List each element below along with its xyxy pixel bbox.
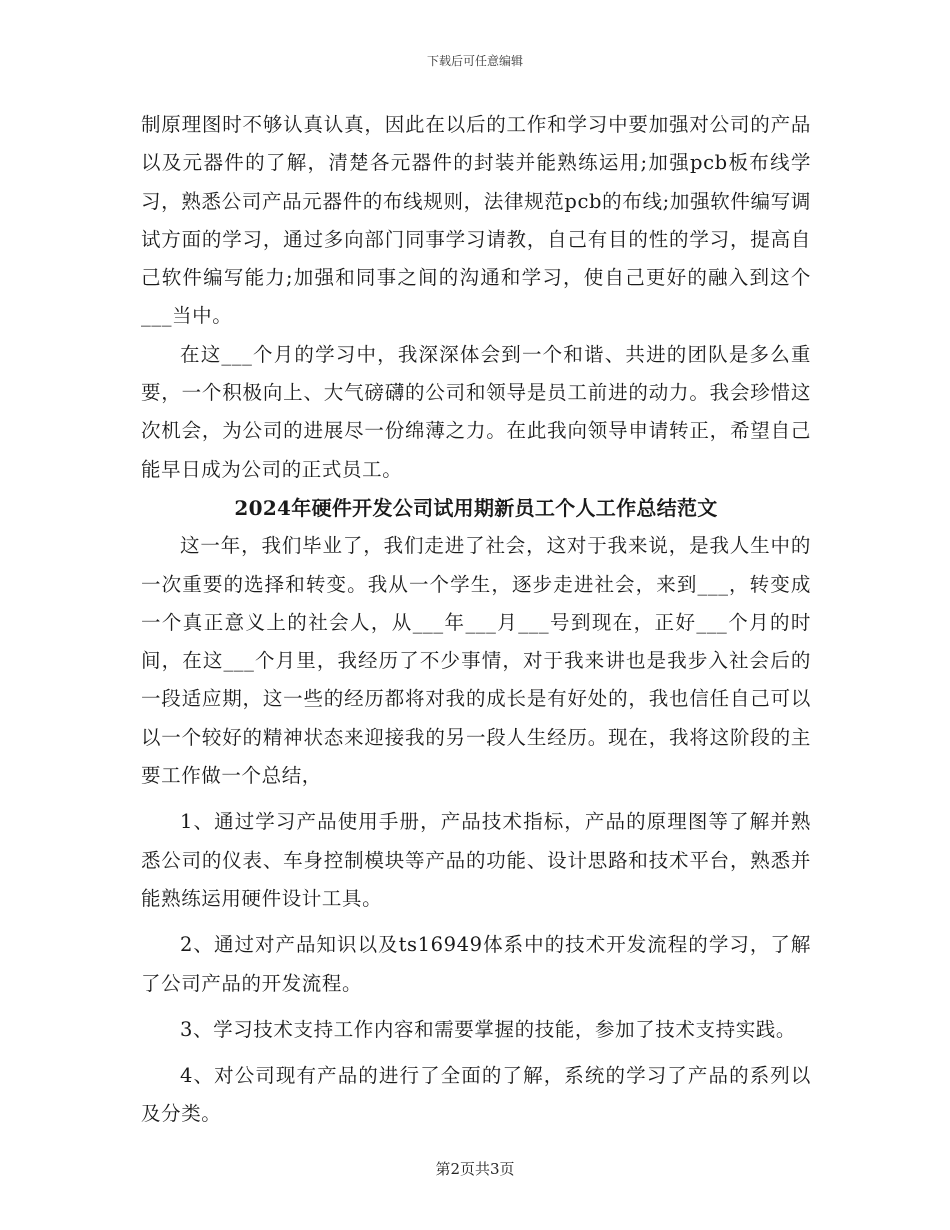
list-item-2: 2、通过对产品知识以及ts16949体系中的技术开发流程的学习，了解了公司产品的开发流程。 [141,933,811,995]
list-item-3: 3、学习技术支持工作内容和需要掌握的技能，参加了技术支持实践。 [180,1017,797,1041]
paragraph-conclusion: 在这___个月的学习中，我深深体会到一个和谐、共进的团队是多么重要，一个积极向上、大气磅礴的公司和领导是员工前进的动力。我会珍惜这次机会，为公司的进展尽一份绵薄之力。在此我向领导申请转正，希望自己能早日成为公司的正式员工。 [141,342,811,481]
paragraph-intro: 这一年，我们毕业了，我们走进了社会，这对于我来说，是我人生中的一次重要的选择和转变。我从一个学生，逐步走进社会，来到___，转变成一个真正意义上的社会人，从___年___月___号到现在，正好___个月的时间，在这___个月里，我经历了不少事情，对于我来讲也是我步入社会后的一段适应期，这一些的经历都将对我的成长是有好处的，我也信任自己可以以一个较好的精神状态来迎接我的另一段人生经历。现在，我将这阶段的主要工作做一个总结， [141,534,811,788]
page-number-footer: 第2页共3页 [435,1160,515,1178]
page-header-note: 下载后可任意编辑 [426,54,523,68]
paragraph-continuation: 制原理图时不够认真认真，因此在以后的工作和学习中要加强对公司的产品以及元器件的了解，清楚各元器件的封装并能熟练运用;加强pcb板布线学习，熟悉公司产品元器件的布线规则，法律规范pcb的布线;加强软件编写调试方面的学习，通过多向部门同事学习请教，自己有目的性的学习，提高自己软件编写能力;加强和同事之间的沟通和学习，使自己更好的融入到这个___当中。 [141,113,811,328]
section-title: 2024年硬件开发公司试用期新员工个人工作总结范文 [234,495,718,520]
list-item-4: 4、对公司现有产品的进行了全面的了解，系统的学习了产品的系列以及分类。 [141,1064,811,1126]
document-body [141,106,811,1134]
list-item-1: 1、通过学习产品使用手册，产品技术指标，产品的原理图等了解并熟悉公司的仪表、车身控制模块等产品的功能、设计思路和技术平台，熟悉并能熟练运用硬件设计工具。 [141,810,811,910]
